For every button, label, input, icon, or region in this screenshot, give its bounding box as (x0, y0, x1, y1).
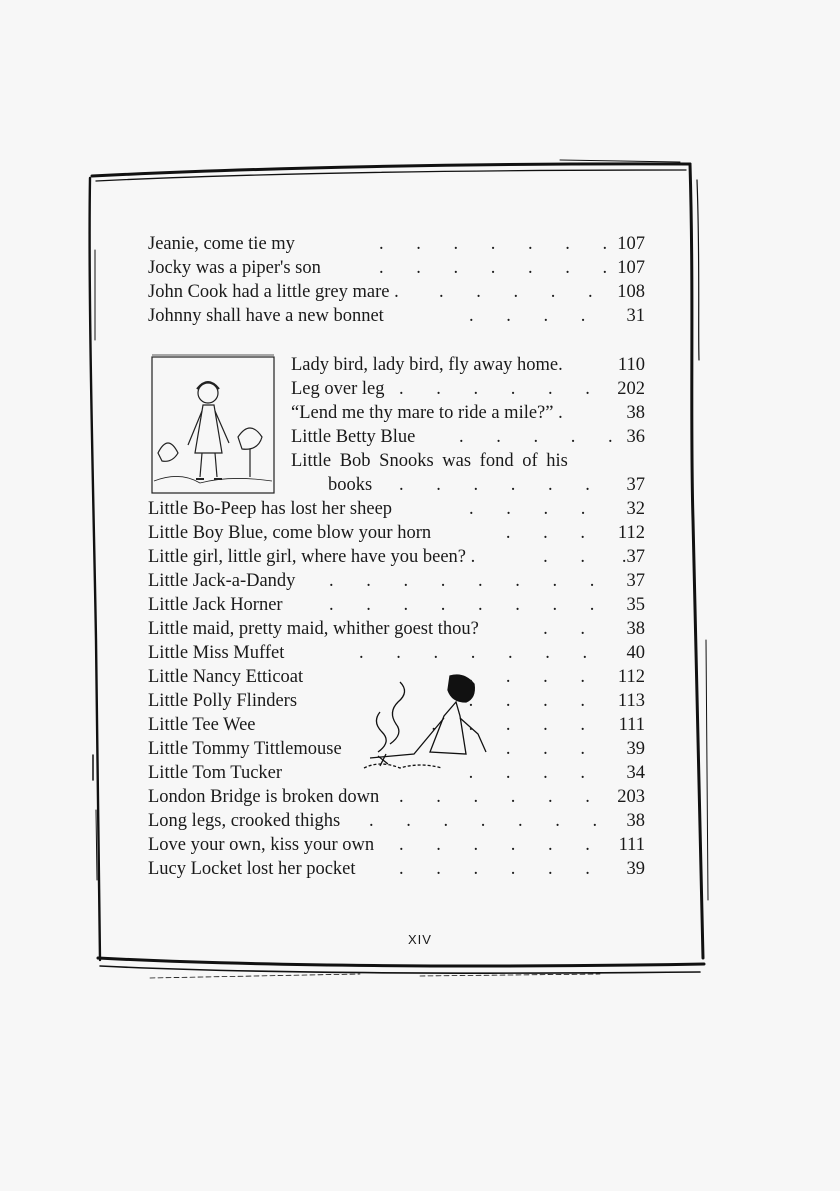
contents-entry (148, 304, 645, 328)
entry-page: 38 (626, 619, 645, 639)
entry-title: Little Polly Flinders (148, 691, 298, 711)
leader-dots: . . . . . . (399, 835, 604, 855)
contents-entry (148, 232, 645, 256)
entry-title: Jeanie, come tie my (148, 234, 295, 254)
contents-entry (148, 256, 645, 280)
entry-title: Love your own, kiss your own (148, 835, 375, 855)
entry-title: Lady bird, lady bird, fly away home. (291, 355, 563, 375)
entry-title: “Lend me thy mare to ride a mile?” . (291, 403, 563, 423)
contents-entry (148, 473, 645, 497)
entry-page: 112 (617, 523, 645, 543)
contents-entry (148, 497, 645, 521)
contents-entry (148, 280, 645, 304)
entry-page: 113 (617, 691, 645, 711)
entry-page: 32 (626, 499, 645, 519)
leader-dots: . . . . . . . (359, 643, 602, 663)
contents-entry (148, 809, 645, 833)
leader-dots: . . . . . (439, 282, 607, 302)
entry-title: Little Bo-Peep has lost her sheep (148, 499, 393, 519)
entry-page: 40 (626, 643, 645, 663)
entry-title: Little maid, pretty maid, whither goest thou? (148, 619, 479, 639)
leader-dots: . . (543, 547, 599, 567)
entry-title: Jocky was a piper's son (148, 258, 321, 278)
contents-entry (148, 665, 645, 689)
leader-dots: . . . . (468, 691, 599, 711)
entry-page: 39 (626, 739, 645, 759)
entry-title: books (328, 475, 373, 495)
entry-title: Little Tommy Tittlemouse (148, 739, 342, 759)
contents-entry (148, 569, 645, 593)
leader-dots: . . (543, 619, 599, 639)
entry-page: 37 (626, 571, 645, 591)
entry-page: 34 (626, 763, 645, 783)
leader-dots: . . . . (469, 499, 600, 519)
leader-dots: . . . . . . . . (329, 571, 609, 591)
contents-entry (148, 833, 645, 857)
leader-dots: . . . . . . . (379, 234, 622, 254)
entry-page: 36 (626, 427, 645, 447)
leader-dots: . . . . . (459, 427, 627, 447)
entry-title: John Cook had a little grey mare . (148, 282, 399, 302)
entry-title: Little Jack Horner (148, 595, 283, 615)
entry-title: Little Miss Muffet (148, 643, 285, 663)
entry-page: 111 (618, 835, 645, 855)
entry-title: Little girl, little girl, where have you been? . (148, 547, 476, 567)
entry-title: Lucy Locket lost her pocket (148, 859, 356, 879)
entry-title: Little Jack-a-Dandy (148, 571, 296, 591)
leader-dots: . . . . . . . (369, 811, 612, 831)
entry-page: 111 (618, 715, 645, 735)
entry-page: 39 (626, 859, 645, 879)
entry-page: 108 (617, 282, 645, 302)
entry-page: 35 (626, 595, 645, 615)
entry-title: Long legs, crooked thighs (148, 811, 341, 831)
entry-title: London Bridge is broken down (148, 787, 380, 807)
contents-entry (148, 761, 645, 785)
entry-title: Johnny shall have a new bonnet (148, 306, 384, 326)
entry-page: 38 (626, 811, 645, 831)
entry-title: Little Tom Tucker (148, 763, 283, 783)
entry-page: 110 (617, 355, 645, 375)
entry-title: Little Boy Blue, come blow your horn (148, 523, 432, 543)
leader-dots: . . . . . . . (379, 258, 622, 278)
entry-title: Little Tee Wee (148, 715, 256, 735)
entry-page: 203 (617, 787, 645, 807)
contents-entry (291, 353, 645, 377)
entry-page: 38 (626, 403, 645, 423)
contents-entry (148, 641, 645, 665)
contents-entry (148, 737, 645, 761)
entry-title: Little Nancy Etticoat (148, 667, 304, 687)
leader-dots: . . . . . . (399, 859, 604, 879)
leader-dots: . . . . . . (399, 787, 604, 807)
leader-dots: . . . . (468, 763, 599, 783)
entry-page: 107 (617, 234, 645, 254)
leader-dots: . . . . . (431, 715, 599, 735)
entry-page: 112 (617, 667, 645, 687)
entry-page: 107 (617, 258, 645, 278)
leader-dots: . . . . (468, 667, 599, 687)
entry-page: 37 (626, 475, 645, 495)
leader-dots: . . . (505, 739, 599, 759)
contents-entry (148, 713, 645, 737)
contents-entry (148, 617, 645, 641)
contents-entry (148, 785, 645, 809)
contents-entry (148, 689, 645, 713)
contents-entry (148, 521, 645, 545)
leader-dots: . . . (505, 523, 599, 543)
entry-title: Little Bob Snooks was fond of his (291, 451, 568, 471)
entry-title: Leg over leg (291, 379, 385, 399)
contents-entry (291, 401, 645, 425)
contents-entry (148, 857, 645, 881)
contents-entry (291, 377, 645, 401)
entry-page: .37 (621, 547, 645, 567)
leader-dots: . . . . . . (399, 475, 604, 495)
page-number: XIV (408, 932, 432, 947)
entry-page: 202 (617, 379, 645, 399)
leader-dots: . . . . . . (399, 379, 604, 399)
contents-entry (291, 425, 645, 449)
contents-entry (148, 545, 645, 569)
entry-title: Little Betty Blue (291, 427, 416, 447)
entry-page: 31 (626, 306, 645, 326)
leader-dots: . . . . . . . . (329, 595, 609, 615)
leader-dots: . . . . (469, 306, 600, 326)
contents-entry (148, 593, 645, 617)
contents-entry (291, 449, 645, 473)
